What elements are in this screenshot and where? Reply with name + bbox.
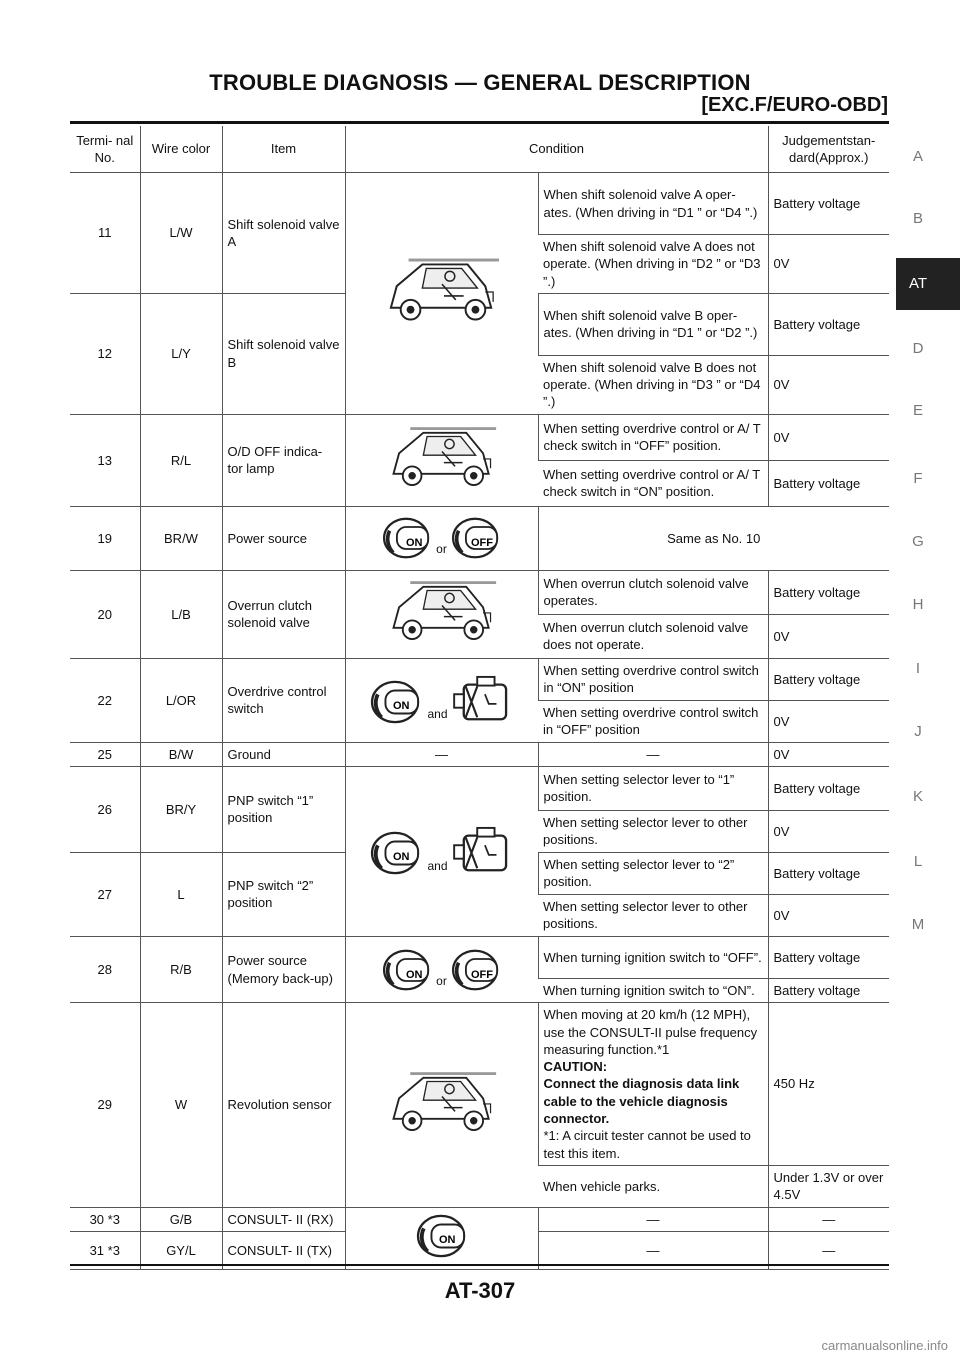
side-index-b[interactable]: B: [912, 210, 923, 227]
condition-icon-cell: [345, 1003, 538, 1208]
side-index-e[interactable]: E: [912, 402, 923, 419]
judgement-value: 450 Hz: [768, 1003, 889, 1166]
wire-color: G/B: [140, 1207, 222, 1231]
table-row: [70, 936, 889, 978]
judgement-value: 0V: [768, 355, 889, 414]
ignition-on-icon: [382, 948, 432, 992]
condition-text: —: [538, 1207, 768, 1231]
caution-label: CAUTION:: [543, 1059, 608, 1075]
table-row: [70, 766, 889, 810]
terminal-no: 12: [70, 293, 140, 414]
terminal-no: 26: [70, 766, 140, 852]
ignition-on-icon: [415, 1213, 469, 1259]
svg-text:ON: ON: [393, 851, 410, 864]
conjunction-or: or: [436, 973, 447, 988]
table-row: [70, 658, 889, 700]
table-row: [70, 414, 889, 460]
bottom-rule: [70, 1264, 889, 1266]
judgement-value: Under 1.3V or over 4.5V: [768, 1165, 889, 1207]
item-name: PNP switch “1” position: [222, 766, 345, 852]
wire-color: BR/W: [140, 506, 222, 570]
ignition-on-icon: [369, 679, 423, 725]
condition-icon-cell: [345, 570, 538, 658]
conjunction-and: and: [427, 858, 448, 873]
terminal-no: 27: [70, 852, 140, 936]
wire-color: GY/L: [140, 1232, 222, 1270]
conjunction-or: or: [436, 542, 447, 557]
condition-icon-cell: [345, 766, 538, 936]
table-row: [70, 506, 889, 570]
judgement-value: Battery voltage: [768, 852, 889, 894]
condition-text: When setting selector lever to other positions.: [538, 894, 768, 936]
side-index-m[interactable]: M: [911, 916, 925, 933]
svg-text:OFF: OFF: [470, 968, 493, 981]
terminal-no: 13: [70, 414, 140, 506]
condition-text: When setting selector lever to “2” position.: [538, 852, 768, 894]
table-row: [70, 173, 889, 235]
judgement-value: 0V: [768, 414, 889, 460]
ignition-off-icon: [451, 516, 501, 560]
condition-text: When overrun clutch solenoid valve operates.: [538, 570, 768, 614]
judgement-value: Battery voltage: [768, 936, 889, 978]
terminal-no: 22: [70, 658, 140, 742]
ignition-on-icon: [369, 830, 423, 876]
terminal-no: 25: [70, 742, 140, 766]
wire-color: BR/Y: [140, 766, 222, 852]
side-index-g[interactable]: G: [912, 533, 924, 550]
wire-color: B/W: [140, 742, 222, 766]
side-index-active-tab[interactable]: AT: [896, 258, 960, 310]
item-name: O/D OFF indica- tor lamp: [222, 414, 345, 506]
page-number: AT-307: [444, 1278, 516, 1303]
condition-text: When turning ignition switch to “OFF”.: [538, 936, 768, 978]
item-name: Overrun clutch solenoid valve: [222, 570, 345, 658]
header-terminal-no: Termi- nal No.: [70, 126, 140, 173]
terminal-no: 31 *3: [70, 1232, 140, 1270]
terminal-spec-table: [70, 126, 889, 1270]
terminal-no: 20: [70, 570, 140, 658]
item-name: CONSULT- II (RX): [222, 1207, 345, 1231]
terminal-no: 19: [70, 506, 140, 570]
header-wire-color: Wire color: [140, 126, 222, 173]
header-condition: Condition: [345, 126, 768, 173]
item-name: Shift solenoid valve A: [222, 173, 345, 294]
conjunction-and: and: [427, 707, 448, 722]
page-subtitle: [EXC.F/EURO-OBD]: [701, 94, 888, 116]
condition-text-main: When moving at 20 km/h (12 MPH), use the CONSULT-II pulse frequency measuring function.*1: [543, 1007, 758, 1057]
car-driving-icon: [386, 579, 498, 645]
table-row: [70, 570, 889, 614]
terminal-no: 28: [70, 936, 140, 1002]
header-item: Item: [222, 126, 345, 173]
watermark: carmanualsonline.info: [821, 1338, 948, 1353]
ignition-on-icon: [382, 516, 432, 560]
judgement-value: Battery voltage: [768, 460, 889, 506]
condition-text: When setting overdrive control or A/ T check switch in “OFF” position.: [538, 414, 768, 460]
item-name: Overdrive control switch: [222, 658, 345, 742]
wire-color: R/L: [140, 414, 222, 506]
side-index-f[interactable]: F: [913, 470, 923, 487]
terminal-no: 11: [70, 173, 140, 294]
wire-color: W: [140, 1003, 222, 1208]
side-index-k[interactable]: K: [912, 788, 923, 805]
condition-text: When shift solenoid valve A does not operate. (When driving in “D2 ” or “D3 ”.): [538, 235, 768, 294]
condition-icon-cell: [345, 506, 538, 570]
judgement-value: Battery voltage: [768, 293, 889, 355]
condition-text: When vehicle parks.: [538, 1165, 768, 1207]
side-index-l[interactable]: L: [913, 853, 923, 870]
engine-stopped-icon: [452, 826, 514, 876]
judgement-value: Battery voltage: [768, 658, 889, 700]
condition-text: When shift solenoid valve A oper- ates. (When driving in “D1 ” or “D4 ”.): [538, 173, 768, 235]
car-driving-icon: [386, 425, 498, 491]
condition-text: Same as No. 10: [538, 506, 889, 570]
table-row: [70, 1003, 889, 1166]
item-name: Ground: [222, 742, 345, 766]
condition-text: When setting overdrive control or A/ T check switch in “ON” position.: [538, 460, 768, 506]
ignition-off-icon: [451, 948, 501, 992]
condition-text: When setting selector lever to other positions.: [538, 810, 768, 852]
svg-text:OFF: OFF: [470, 537, 493, 550]
item-name: Shift solenoid valve B: [222, 293, 345, 414]
item-name: PNP switch “2” position: [222, 852, 345, 936]
table-header-row: [70, 126, 889, 173]
side-index-j[interactable]: J: [914, 723, 922, 740]
condition-text: [538, 1003, 768, 1166]
judgement-value: 0V: [768, 700, 889, 742]
table-row: [70, 1207, 889, 1231]
wire-color: L: [140, 852, 222, 936]
header-judgement: Judgementstan- dard(Approx.): [768, 126, 889, 173]
condition-text: When shift solenoid valve B oper- ates. (When driving in “D1 ” or “D2 ”.): [538, 293, 768, 355]
item-name: CONSULT- II (TX): [222, 1232, 345, 1270]
judgement-value: —: [768, 1232, 889, 1270]
condition-text: When setting overdrive control switch in “OFF” position: [538, 700, 768, 742]
condition-text: When shift solenoid valve B does not operate. (When driving in “D3 ” or “D4 ”.): [538, 355, 768, 414]
item-name: Power source (Memory back-up): [222, 936, 345, 1002]
car-driving-icon: [383, 256, 501, 326]
table-row: [70, 742, 889, 766]
svg-text:ON: ON: [406, 968, 423, 981]
condition-icon-cell: [345, 414, 538, 506]
caution-text: Connect the diagnosis data link cable to the vehicle diagnosis connector.: [543, 1076, 740, 1126]
svg-text:ON: ON: [393, 700, 410, 713]
page-title: TROUBLE DIAGNOSIS — GENERAL DESCRIPTION: [209, 70, 751, 95]
judgement-value: Battery voltage: [768, 766, 889, 810]
judgement-value: 0V: [768, 810, 889, 852]
svg-text:ON: ON: [438, 1234, 455, 1247]
car-driving-icon: [386, 1070, 498, 1136]
footnote-text: *1: A circuit tester cannot be used to test this item.: [543, 1128, 751, 1161]
item-name: Power source: [222, 506, 345, 570]
side-index-i[interactable]: I: [915, 660, 921, 677]
top-rule: [70, 121, 889, 124]
side-index-h[interactable]: H: [912, 596, 924, 613]
wire-color: L/OR: [140, 658, 222, 742]
judgement-value: 0V: [768, 742, 889, 766]
condition-icon-cell: [345, 173, 538, 415]
condition-text: —: [538, 742, 768, 766]
judgement-value: 0V: [768, 894, 889, 936]
judgement-value: Battery voltage: [768, 173, 889, 235]
wire-color: L/B: [140, 570, 222, 658]
condition-text: When setting overdrive control switch in “ON” position: [538, 658, 768, 700]
engine-stopped-icon: [452, 675, 514, 725]
judgement-value: 0V: [768, 235, 889, 294]
judgement-value: —: [768, 1207, 889, 1231]
judgement-value: 0V: [768, 614, 889, 658]
condition-icon-cell: —: [345, 742, 538, 766]
wire-color: L/W: [140, 173, 222, 294]
wire-color: L/Y: [140, 293, 222, 414]
item-name: Revolution sensor: [222, 1003, 345, 1208]
terminal-no: 29: [70, 1003, 140, 1208]
condition-icon-cell: [345, 936, 538, 1002]
condition-text: When turning ignition switch to “ON”.: [538, 978, 768, 1002]
judgement-value: Battery voltage: [768, 978, 889, 1002]
judgement-value: Battery voltage: [768, 570, 889, 614]
condition-text: —: [538, 1232, 768, 1270]
wire-color: R/B: [140, 936, 222, 1002]
condition-text: When setting selector lever to “1” position.: [538, 766, 768, 810]
condition-icon-cell: [345, 1207, 538, 1269]
side-index-d[interactable]: D: [912, 340, 924, 357]
terminal-no: 30 *3: [70, 1207, 140, 1231]
condition-text: When overrun clutch solenoid valve does not operate.: [538, 614, 768, 658]
condition-icon-cell: [345, 658, 538, 742]
svg-text:ON: ON: [406, 537, 423, 550]
side-index-a[interactable]: A: [912, 148, 923, 165]
